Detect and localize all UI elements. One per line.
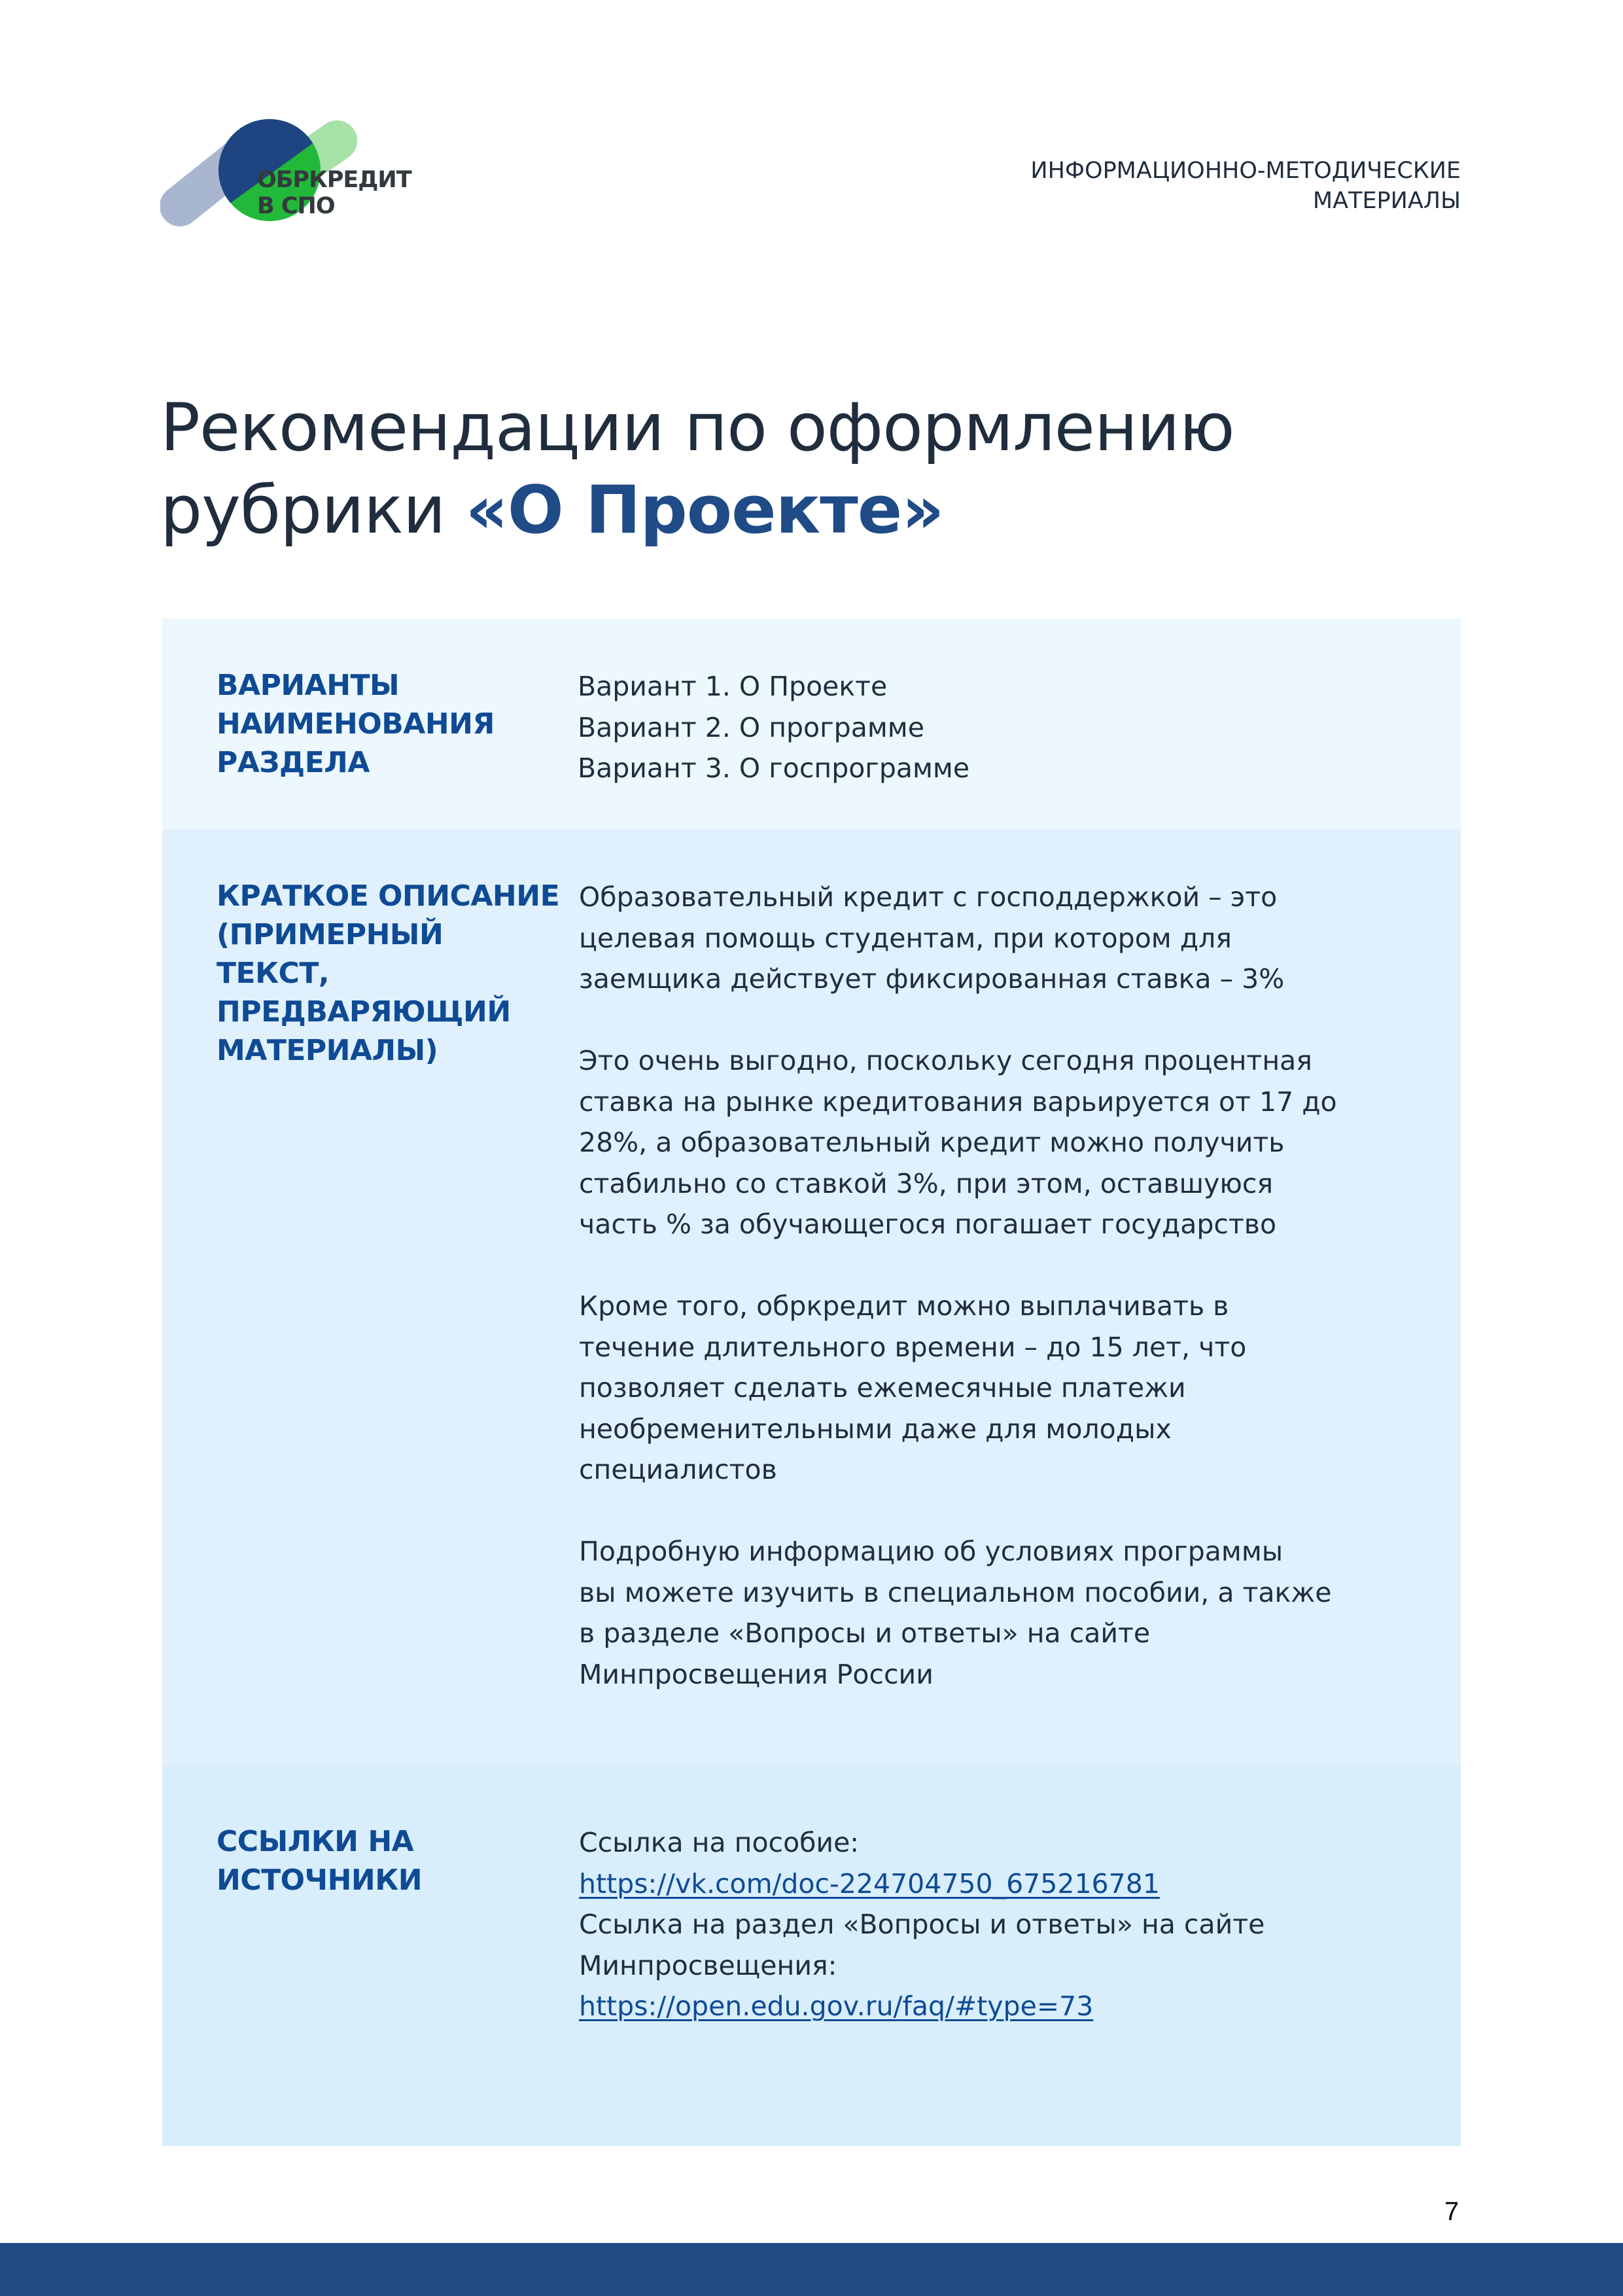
page-number: 7	[1444, 2197, 1459, 2226]
row-content-description	[571, 830, 1461, 1765]
label-line: НАИМЕНОВАНИЯ	[217, 707, 495, 741]
manual-link-label: Ссылка на пособие:	[579, 1827, 860, 1858]
text-line: Минпросвещения России	[579, 1658, 934, 1690]
description-paragraph-3	[579, 1286, 1461, 1491]
text-line: течение длительного времени – до 15 лет, что	[579, 1331, 1247, 1363]
text-line: Образовательный кредит с господдержкой – это	[579, 881, 1278, 913]
title-plain: рубрики	[160, 471, 466, 548]
description-paragraph-4	[579, 1531, 1461, 1695]
category-line-2: МАТЕРИАЛЫ	[1312, 188, 1461, 214]
text-line: в разделе «Вопросы и ответы» на сайте	[579, 1617, 1151, 1649]
page-title	[160, 386, 1234, 551]
faq-link[interactable]: https://open.edu.gov.ru/faq/#type=73	[579, 1990, 1094, 2022]
variant-item: Вариант 2. О программе	[578, 711, 924, 743]
text-line: позволяет сделать ежемесячные платежи	[579, 1372, 1186, 1404]
text-line: Кроме того, обркредит можно выплачивать в	[579, 1290, 1229, 1322]
text-line: заемщика действует фиксированная ставка – 3%	[579, 963, 1285, 995]
label-line: ССЫЛКИ НА	[217, 1825, 414, 1858]
text-line: 28%, а образовательный кредит можно получить	[579, 1127, 1285, 1158]
row-label-description	[162, 830, 571, 1765]
title-accent: «О Проекте»	[465, 471, 944, 548]
obrkredit-logo	[160, 115, 412, 229]
info-table	[162, 618, 1461, 2146]
manual-link[interactable]: https://vk.com/doc-224704750_675216781	[579, 1867, 1160, 1899]
label-line: (ПРИМЕРНЫЙ ТЕКСТ,	[217, 918, 444, 990]
variant-item: Вариант 3. О госпрограмме	[578, 752, 970, 784]
text-line: стабильно со ставкой 3%, при этом, оставшуюся	[579, 1167, 1274, 1199]
row-content-sources	[571, 1765, 1461, 2146]
description-paragraph-1	[579, 877, 1461, 1000]
label-line: ВАРИАНТЫ	[217, 669, 400, 702]
description-paragraph-2	[579, 1040, 1461, 1245]
row-label-sources	[162, 1765, 571, 2146]
table-row-section-names	[162, 618, 1461, 830]
label-line: МАТЕРИАЛЫ)	[217, 1034, 438, 1067]
text-line: Это очень выгодно, поскольку сегодня процентная	[579, 1045, 1312, 1076]
logo-text-line-2: В СПО	[257, 193, 335, 219]
table-row-sources	[162, 1765, 1461, 2146]
label-line: РАЗДЕЛА	[217, 746, 370, 779]
category-line-1: ИНФОРМАЦИОННО-МЕТОДИЧЕСКИЕ	[1030, 158, 1461, 184]
title-line-1: Рекомендации по оформлению	[160, 389, 1234, 466]
faq-link-label-line-2: Минпросвещения:	[579, 1949, 837, 1981]
text-line: целевая помощь студентам, при котором для	[579, 922, 1232, 954]
row-label-section-names	[162, 618, 571, 830]
row-content-section-names	[571, 618, 1461, 830]
text-line: часть % за обучающегося погашает государство	[579, 1209, 1277, 1240]
footer-bar	[0, 2243, 1623, 2296]
faq-link-label-line-1: Ссылка на раздел «Вопросы и ответы» на сайте	[579, 1909, 1265, 1940]
text-line: ставка на рынке кредитования варьируется от 17 до	[579, 1086, 1337, 1118]
document-category	[1030, 156, 1461, 216]
label-line: ИСТОЧНИКИ	[217, 1863, 423, 1897]
variant-item: Вариант 1. О Проекте	[578, 671, 888, 702]
logo-text-line-1: ОБРКРЕДИТ	[257, 167, 411, 193]
logo-text	[257, 167, 411, 219]
label-line: ПРЕДВАРЯЮЩИЙ	[217, 995, 511, 1029]
text-line: специалистов	[579, 1454, 777, 1485]
text-line: вы можете изучить в специальном пособии, а также	[579, 1576, 1332, 1608]
text-line: необременительными даже для молодых	[579, 1413, 1172, 1445]
label-line: КРАТКОЕ ОПИСАНИЕ	[217, 879, 560, 913]
text-line: Подробную информацию об условиях программы	[579, 1536, 1283, 1567]
table-row-description	[162, 830, 1461, 1765]
title-line-2	[160, 468, 1234, 551]
